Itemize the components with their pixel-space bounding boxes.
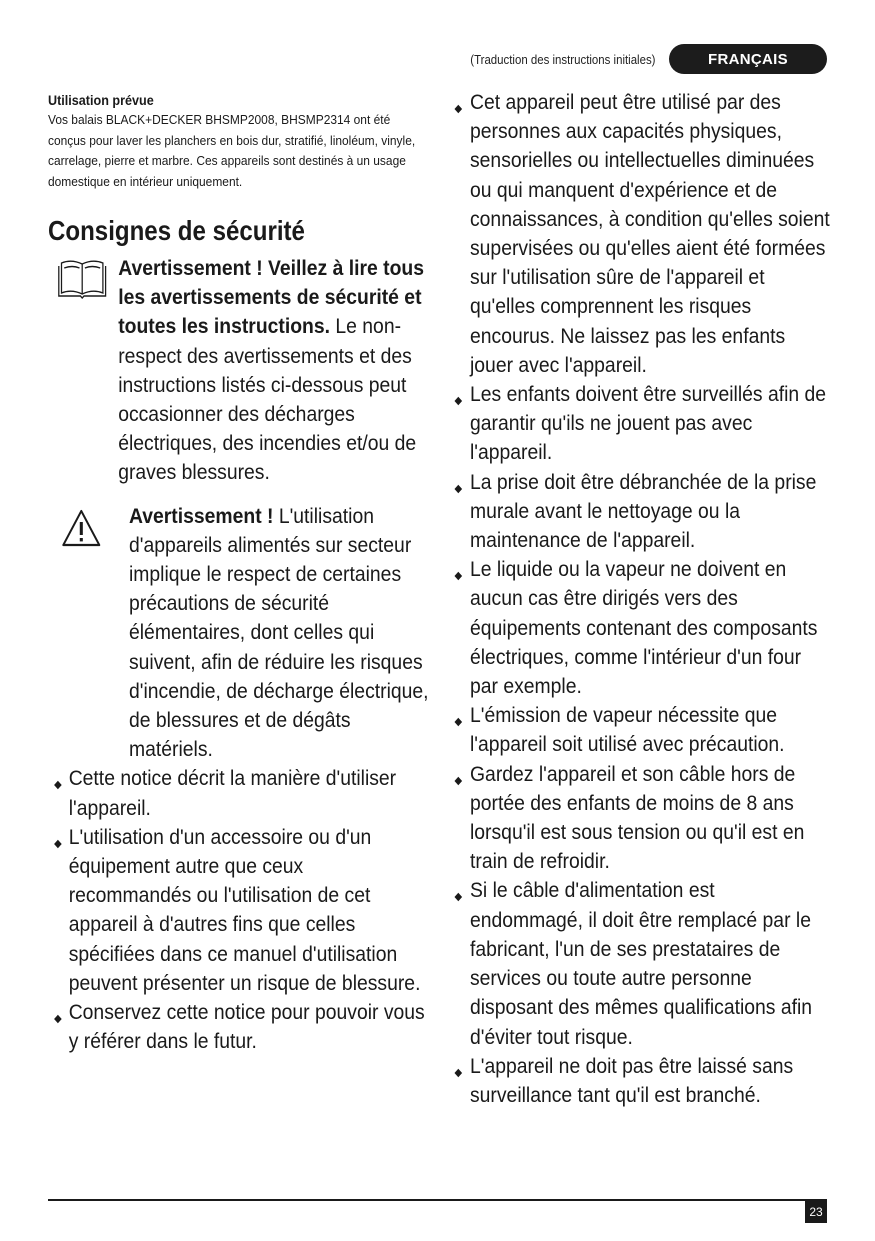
list-item: Cet appareil peut être utilisé par des personnes aux capacités physiques, sensorielles ou intellectuelles diminuées ou qui manquent d'expérience et de connaissances, à condition qu'elles soient supervisées ou qu'elles aient été formées sur l'utilisation sûre de l'appareil et qu'elles comprennent les risques encourus. Ne laissez pas les enfants jouer avec l'appareil. [452,88,832,380]
page-number: 23 [805,1201,827,1223]
warning2-bold-text: Avertissement ! [129,503,274,528]
read-instructions-warning [48,254,430,488]
language-badge: FRANÇAIS [669,44,827,74]
list-item: Cette notice décrit la manière d'utiliser l'appareil. [48,764,430,822]
list-item: Conservez cette notice pour pouvoir vous y référer dans le futur. [48,998,430,1056]
list-item: L'utilisation d'un accessoire ou d'un équipement autre que ceux recommandés ou l'utilisation de cet appareil à d'autres fins que celles spécifiées dans ce manuel d'utilisation peuvent présenter un risque de blessure. [48,823,430,998]
left-column [48,88,430,1056]
warning-triangle-icon [61,508,102,556]
warning2-text: L'utilisation d'appareils alimentés sur secteur implique le respect de certaines précautions de sécurité élémentaires, dont celles qui suivent, afin de réduire les risques d'incendie, de décharge électrique, de blessures et de dégâts matériels. [129,503,429,762]
right-column [452,88,832,1110]
list-item: Les enfants doivent être surveillés afin de garantir qu'ils ne jouent pas avec l'appareil. [452,380,832,468]
translation-note: (Traduction des instructions initiales) [469,51,655,67]
intended-use-body: Vos balais BLACK+DECKER BHSMP2008, BHSMP2314 ont été conçus pour laver les planchers en bois dur, stratifié, linoléum, vinyle, carrelage, pierre et marbre. Ces appareils sont destinés à un usage domestique en intérieur uniquement. [48,112,416,189]
electrical-safety-warning [48,502,430,765]
safety-section-title: Consignes de sécurité [48,215,305,246]
left-bullet-list [48,764,430,1056]
warning1-text: Le non-respect des avertissements et des instructions listés ci-dessous peut occasionner des décharges électriques, des incendies et/ou de graves blessures. [118,314,417,485]
list-item: Le liquide ou la vapeur ne doivent en aucun cas être dirigés vers des équipements contenant des composants électriques, comme l'intérieur d'un four par exemple. [452,555,832,701]
list-item: Gardez l'appareil et son câble hors de portée des enfants de moins de 8 ans lorsqu'il est sous tension ou qu'il est en train de refroidir. [452,760,832,877]
list-item: La prise doit être débranchée de la prise murale avant le nettoyage ou la maintenance de l'appareil. [452,468,832,556]
intended-use-title: Utilisation prévue [48,92,154,108]
right-bullet-list [452,88,832,1110]
page-header [445,44,828,74]
list-item: L'émission de vapeur nécessite que l'appareil soit utilisé avec précaution. [452,701,832,759]
list-item: Si le câble d'alimentation est endommagé, il doit être remplacé par le fabricant, l'un de ses prestataires de services ou toute autre personne disposant des mêmes qualifications afin d'éviter tout risque. [452,876,832,1051]
footer-divider [48,1199,827,1201]
manual-book-icon [55,256,109,310]
list-item: L'appareil ne doit pas être laissé sans surveillance tant qu'il est branché. [452,1052,832,1110]
warning1-bold-text: Avertissement ! Veillez à lire tous les avertissements de sécurité et toutes les instructions. [118,256,424,339]
